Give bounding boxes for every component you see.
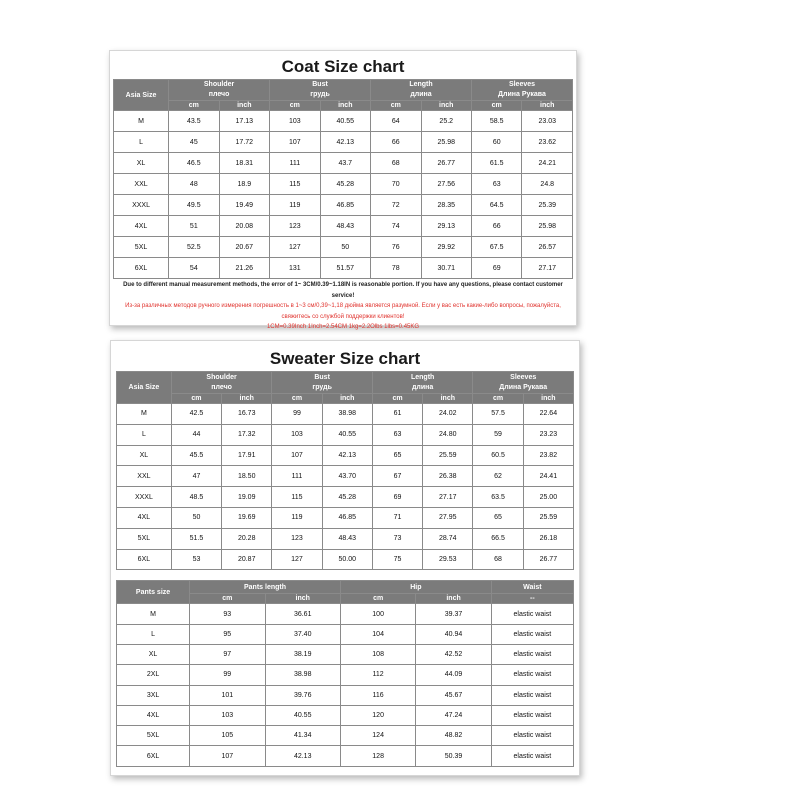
pants-unit-header: cm (190, 594, 265, 604)
coat-value-cell: 61.5 (471, 153, 521, 174)
coat-value-cell: 29.13 (421, 216, 471, 237)
sweater-unit-header: cm (473, 394, 523, 404)
unit-conversion-note: 1CM=0.39Inch 1Inch=2.54CM 1kg=2.2Olbs 1lbs=0.45KG (266, 324, 420, 330)
coat-value-cell: 103 (270, 111, 320, 132)
pants-value-cell: 39.76 (265, 685, 340, 705)
coat-value-cell: 68 (371, 153, 421, 174)
sweater-value-cell: 45.28 (322, 487, 372, 508)
coat-unit-header: cm (169, 101, 219, 111)
pants-size-cell: 2XL (117, 665, 190, 685)
coat-value-cell: 46.85 (320, 195, 370, 216)
pants-table-row (117, 624, 574, 644)
coat-value-cell: 60 (471, 132, 521, 153)
sweater-unit-header: inch (423, 394, 473, 404)
pants-value-cell: 41.34 (265, 726, 340, 746)
coat-value-cell: 43.7 (320, 153, 370, 174)
pants-value-cell: 36.61 (265, 604, 340, 624)
pants-value-cell: 45.67 (416, 685, 491, 705)
coat-value-cell: 46.5 (169, 153, 219, 174)
coat-size-cell: XXXL (114, 195, 169, 216)
coat-size-cell: XL (114, 153, 169, 174)
measurement-note-en: Due to different manual measurement methods, the error of 1~ 3CM/0.39~1.18IN is reasonable portion. If you have any questions, please contact customer service! (123, 282, 563, 299)
coat-value-cell: 17.72 (219, 132, 269, 153)
pants-value-cell: 44.09 (416, 665, 491, 685)
pants-value-cell: 48.82 (416, 726, 491, 746)
pants-value-cell: elastic waist (491, 604, 573, 624)
coat-size-chart-card (109, 50, 577, 330)
pants-table-row (117, 604, 574, 624)
coat-value-cell: 17.13 (219, 111, 269, 132)
sweater-value-cell: 23.23 (523, 424, 573, 445)
pants-size-cell: 3XL (117, 685, 190, 705)
sweater-value-cell: 53 (171, 549, 221, 570)
sweater-unit-header: cm (372, 394, 422, 404)
pants-group-header-length: Pants length (190, 581, 341, 594)
sweater-value-cell: 59 (473, 424, 523, 445)
sweater-value-cell: 19.69 (222, 507, 272, 528)
coat-value-cell: 18.9 (219, 174, 269, 195)
pants-value-cell: elastic waist (491, 644, 573, 664)
sweater-size-cell: L (117, 424, 172, 445)
sweater-value-cell: 115 (272, 487, 322, 508)
sweater-value-cell: 27.17 (423, 487, 473, 508)
sweater-table-row (117, 424, 574, 445)
coat-value-cell: 58.5 (471, 111, 521, 132)
sweater-value-cell: 28.74 (423, 528, 473, 549)
sweater-unit-header: cm (272, 394, 322, 404)
sweater-unit-header: inch (523, 394, 573, 404)
coat-group-header-length: Length длина (371, 80, 472, 101)
pants-value-cell: 97 (190, 644, 265, 664)
coat-value-cell: 49.5 (169, 195, 219, 216)
coat-value-cell: 54 (169, 258, 219, 279)
sweater-value-cell: 26.77 (523, 549, 573, 570)
pants-value-cell: 124 (340, 726, 415, 746)
sweater-value-cell: 69 (372, 487, 422, 508)
sweater-value-cell: 24.02 (423, 404, 473, 425)
pants-size-cell: 6XL (117, 746, 190, 766)
sweater-value-cell: 63.5 (473, 487, 523, 508)
sweater-group-header-length: Length длина (372, 372, 473, 394)
pants-size-cell: 5XL (117, 726, 190, 746)
coat-value-cell: 63 (471, 174, 521, 195)
pants-table-row (117, 746, 574, 766)
sweater-size-cell: XL (117, 445, 172, 466)
coat-value-cell: 45.28 (320, 174, 370, 195)
pants-table-row (117, 726, 574, 746)
coat-value-cell: 66 (371, 132, 421, 153)
coat-size-cell: M (114, 111, 169, 132)
sweater-size-cell: M (117, 404, 172, 425)
pants-value-cell: elastic waist (491, 665, 573, 685)
pants-table-row (117, 705, 574, 725)
sweater-value-cell: 67 (372, 466, 422, 487)
coat-value-cell: 19.49 (219, 195, 269, 216)
coat-value-cell: 64 (371, 111, 421, 132)
sweater-size-cell: 4XL (117, 507, 172, 528)
pants-value-cell: 108 (340, 644, 415, 664)
sweater-chart-title: Sweater Size chart (269, 349, 421, 368)
sweater-size-cell: 6XL (117, 549, 172, 570)
pants-value-cell: elastic waist (491, 624, 573, 644)
coat-value-cell: 28.35 (421, 195, 471, 216)
pants-value-cell: 42.13 (265, 746, 340, 766)
pants-value-cell: 107 (190, 746, 265, 766)
coat-value-cell: 52.5 (169, 237, 219, 258)
coat-value-cell: 25.2 (421, 111, 471, 132)
coat-value-cell: 20.67 (219, 237, 269, 258)
sweater-value-cell: 26.18 (523, 528, 573, 549)
coat-table-row (114, 216, 573, 237)
pants-value-cell: 99 (190, 665, 265, 685)
pants-table-row (117, 685, 574, 705)
coat-notes (113, 280, 573, 333)
coat-value-cell: 43.5 (169, 111, 219, 132)
sweater-value-cell: 27.95 (423, 507, 473, 528)
sweater-value-cell: 50 (171, 507, 221, 528)
sweater-value-cell: 17.91 (222, 445, 272, 466)
coat-group-header-bust: Bust грудь (270, 80, 371, 101)
coat-group-header-shoulder: Shoulder плечо (169, 80, 270, 101)
coat-size-table (113, 79, 573, 279)
coat-table-row (114, 258, 573, 279)
sweater-value-cell: 62 (473, 466, 523, 487)
sweater-size-chart-card (110, 340, 580, 776)
coat-unit-header: cm (471, 101, 521, 111)
coat-value-cell: 26.57 (522, 237, 573, 258)
coat-group-header-sleeves: Sleeves Длина Рукава (471, 80, 572, 101)
sweater-value-cell: 48.43 (322, 528, 372, 549)
sweater-value-cell: 65 (473, 507, 523, 528)
coat-value-cell: 27.17 (522, 258, 573, 279)
sweater-value-cell: 24.80 (423, 424, 473, 445)
pants-size-header: Pants size (117, 581, 190, 604)
sweater-table-row (117, 404, 574, 425)
pants-value-cell: 38.98 (265, 665, 340, 685)
sweater-size-cell: XXL (117, 466, 172, 487)
sweater-group-header-sleeves: Sleeves Длина Рукава (473, 372, 574, 394)
sweater-value-cell: 71 (372, 507, 422, 528)
pants-value-cell: 40.94 (416, 624, 491, 644)
sweater-table-row (117, 487, 574, 508)
coat-value-cell: 24.8 (522, 174, 573, 195)
sweater-value-cell: 65 (372, 445, 422, 466)
sweater-value-cell: 25.00 (523, 487, 573, 508)
pants-table-row (117, 644, 574, 664)
sweater-value-cell: 99 (272, 404, 322, 425)
pants-value-cell: 105 (190, 726, 265, 746)
coat-table-row (114, 153, 573, 174)
sweater-value-cell: 42.13 (322, 445, 372, 466)
sweater-value-cell: 20.87 (222, 549, 272, 570)
sweater-table-row (117, 466, 574, 487)
coat-value-cell: 115 (270, 174, 320, 195)
coat-value-cell: 48.43 (320, 216, 370, 237)
coat-value-cell: 64.5 (471, 195, 521, 216)
sweater-value-cell: 19.09 (222, 487, 272, 508)
coat-value-cell: 67.5 (471, 237, 521, 258)
pants-group-header-waist: Waist (491, 581, 573, 594)
pants-value-cell: 39.37 (416, 604, 491, 624)
pants-size-cell: 4XL (117, 705, 190, 725)
pants-value-cell: 38.19 (265, 644, 340, 664)
sweater-value-cell: 68 (473, 549, 523, 570)
pants-value-cell: 104 (340, 624, 415, 644)
coat-value-cell: 78 (371, 258, 421, 279)
sweater-table-row (117, 549, 574, 570)
pants-value-cell: elastic waist (491, 746, 573, 766)
sweater-value-cell: 38.98 (322, 404, 372, 425)
coat-value-cell: 76 (371, 237, 421, 258)
pants-value-cell: 93 (190, 604, 265, 624)
pants-value-cell: 50.39 (416, 746, 491, 766)
pants-value-cell: 116 (340, 685, 415, 705)
pants-value-cell: elastic waist (491, 705, 573, 725)
pants-size-cell: M (117, 604, 190, 624)
pants-value-cell: 47.24 (416, 705, 491, 725)
coat-value-cell: 25.98 (421, 132, 471, 153)
pants-size-cell: L (117, 624, 190, 644)
sweater-value-cell: 25.59 (423, 445, 473, 466)
coat-table-row (114, 237, 573, 258)
pants-unit-header: inch (416, 594, 491, 604)
pants-table-row (117, 665, 574, 685)
sweater-size-cell: 5XL (117, 528, 172, 549)
coat-value-cell: 48 (169, 174, 219, 195)
sweater-value-cell: 18.50 (222, 466, 272, 487)
sweater-value-cell: 61 (372, 404, 422, 425)
coat-value-cell: 18.31 (219, 153, 269, 174)
sweater-size-cell: XXXL (117, 487, 172, 508)
coat-value-cell: 40.55 (320, 111, 370, 132)
sweater-value-cell: 44 (171, 424, 221, 445)
sweater-value-cell: 48.5 (171, 487, 221, 508)
pants-value-cell: 101 (190, 685, 265, 705)
sweater-value-cell: 25.59 (523, 507, 573, 528)
pants-unit-header: cm (340, 594, 415, 604)
coat-value-cell: 42.13 (320, 132, 370, 153)
sweater-table-row (117, 528, 574, 549)
coat-value-cell: 45 (169, 132, 219, 153)
sweater-value-cell: 24.41 (523, 466, 573, 487)
pants-value-cell: 112 (340, 665, 415, 685)
coat-value-cell: 74 (371, 216, 421, 237)
sweater-value-cell: 45.5 (171, 445, 221, 466)
coat-value-cell: 119 (270, 195, 320, 216)
coat-value-cell: 20.08 (219, 216, 269, 237)
sweater-value-cell: 57.5 (473, 404, 523, 425)
coat-value-cell: 26.77 (421, 153, 471, 174)
sweater-value-cell: 127 (272, 549, 322, 570)
coat-size-cell: 5XL (114, 237, 169, 258)
coat-value-cell: 50 (320, 237, 370, 258)
coat-unit-header: inch (219, 101, 269, 111)
sweater-value-cell: 119 (272, 507, 322, 528)
sweater-value-cell: 60.5 (473, 445, 523, 466)
coat-table-row (114, 195, 573, 216)
pants-size-table (116, 580, 574, 766)
sweater-group-header-bust: Bust грудь (272, 372, 373, 394)
sweater-size-header: Asia Size (117, 372, 172, 404)
coat-value-cell: 23.03 (522, 111, 573, 132)
sweater-value-cell: 26.38 (423, 466, 473, 487)
coat-value-cell: 25.39 (522, 195, 573, 216)
sweater-value-cell: 23.82 (523, 445, 573, 466)
sweater-value-cell: 75 (372, 549, 422, 570)
coat-size-header: Asia Size (114, 80, 169, 111)
sweater-unit-header: inch (322, 394, 372, 404)
coat-value-cell: 27.56 (421, 174, 471, 195)
sweater-value-cell: 43.70 (322, 466, 372, 487)
coat-value-cell: 23.62 (522, 132, 573, 153)
pants-value-cell: 95 (190, 624, 265, 644)
pants-value-cell: 120 (340, 705, 415, 725)
sweater-value-cell: 103 (272, 424, 322, 445)
sweater-value-cell: 20.28 (222, 528, 272, 549)
measurement-note-ru: Из-за различных методов ручного измерения погрешность в 1~3 см/0,39~1,18 дюйма является разумной. Если у вас есть какие-либо вопросы, пожалуйста, свяжитесь со службой поддержки клиентов! (125, 303, 561, 320)
coat-value-cell: 131 (270, 258, 320, 279)
sweater-value-cell: 107 (272, 445, 322, 466)
sweater-value-cell: 66.5 (473, 528, 523, 549)
coat-table-row (114, 111, 573, 132)
coat-value-cell: 70 (371, 174, 421, 195)
coat-size-cell: L (114, 132, 169, 153)
sweater-value-cell: 22.64 (523, 404, 573, 425)
sweater-value-cell: 42.5 (171, 404, 221, 425)
pants-value-cell: 103 (190, 705, 265, 725)
sweater-value-cell: 29.53 (423, 549, 473, 570)
sweater-table-row (117, 507, 574, 528)
coat-value-cell: 72 (371, 195, 421, 216)
coat-size-cell: XXL (114, 174, 169, 195)
coat-value-cell: 21.26 (219, 258, 269, 279)
pants-value-cell: 100 (340, 604, 415, 624)
sweater-value-cell: 73 (372, 528, 422, 549)
pants-size-cell: XL (117, 644, 190, 664)
sweater-value-cell: 47 (171, 466, 221, 487)
sweater-value-cell: 51.5 (171, 528, 221, 549)
pants-group-header-hip: Hip (340, 581, 491, 594)
coat-size-cell: 4XL (114, 216, 169, 237)
sweater-unit-header: inch (222, 394, 272, 404)
pants-value-cell: elastic waist (491, 726, 573, 746)
pants-value-cell: 42.52 (416, 644, 491, 664)
sweater-value-cell: 16.73 (222, 404, 272, 425)
coat-value-cell: 123 (270, 216, 320, 237)
coat-table-row (114, 132, 573, 153)
sweater-unit-header: cm (171, 394, 221, 404)
coat-unit-header: cm (371, 101, 421, 111)
coat-unit-header: inch (421, 101, 471, 111)
coat-value-cell: 69 (471, 258, 521, 279)
pants-value-cell: 37.40 (265, 624, 340, 644)
coat-value-cell: 51.57 (320, 258, 370, 279)
coat-table-row (114, 174, 573, 195)
sweater-value-cell: 40.55 (322, 424, 372, 445)
sweater-value-cell: 46.85 (322, 507, 372, 528)
coat-value-cell: 29.92 (421, 237, 471, 258)
coat-unit-header: inch (522, 101, 573, 111)
pants-value-cell: elastic waist (491, 685, 573, 705)
sweater-size-table (116, 371, 574, 570)
coat-value-cell: 66 (471, 216, 521, 237)
coat-chart-title: Coat Size chart (281, 57, 405, 76)
coat-size-cell: 6XL (114, 258, 169, 279)
coat-value-cell: 25.98 (522, 216, 573, 237)
sweater-value-cell: 63 (372, 424, 422, 445)
coat-value-cell: 111 (270, 153, 320, 174)
sweater-table-row (117, 445, 574, 466)
coat-value-cell: 127 (270, 237, 320, 258)
coat-unit-header: cm (270, 101, 320, 111)
sweater-value-cell: 50.00 (322, 549, 372, 570)
sweater-value-cell: 111 (272, 466, 322, 487)
coat-value-cell: 107 (270, 132, 320, 153)
coat-unit-header: inch (320, 101, 370, 111)
pants-unit-header: inch (265, 594, 340, 604)
sweater-group-header-shoulder: Shoulder плечо (171, 372, 272, 394)
pants-unit-header: -- (491, 594, 573, 604)
sweater-value-cell: 17.32 (222, 424, 272, 445)
coat-value-cell: 51 (169, 216, 219, 237)
coat-value-cell: 24.21 (522, 153, 573, 174)
sweater-value-cell: 123 (272, 528, 322, 549)
coat-value-cell: 30.71 (421, 258, 471, 279)
pants-value-cell: 40.55 (265, 705, 340, 725)
pants-value-cell: 128 (340, 746, 415, 766)
